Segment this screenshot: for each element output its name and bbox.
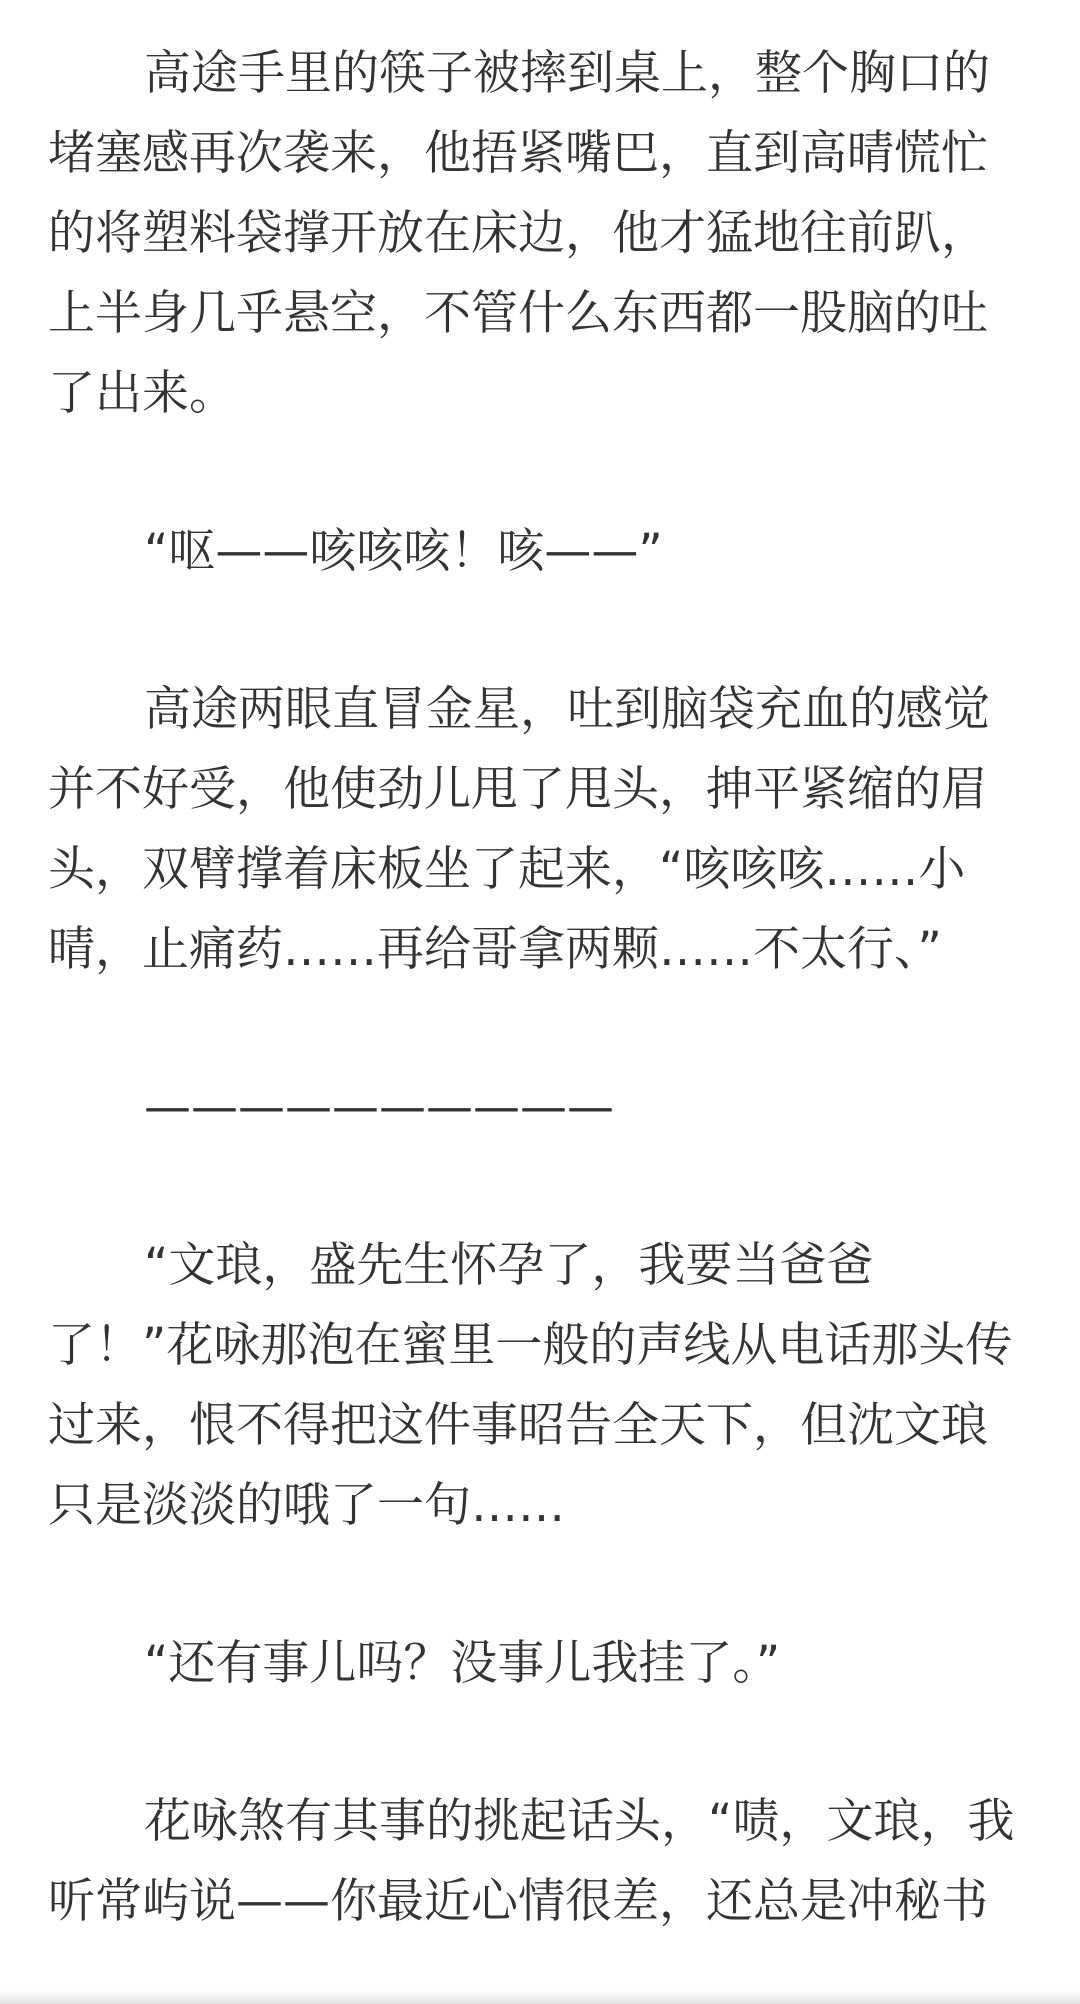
paragraph: “文琅，盛先生怀孕了，我要当爸爸了！”花咏那泡在蜜里一般的声线从电话那头传过来，恨不得把这件事昭告全天下，但沈文琅只是淡淡的哦了一句……	[48, 1238, 1013, 1533]
paragraph-gap	[0, 1148, 1080, 1226]
scene-divider: ——————————	[144, 1080, 614, 1135]
paragraph-gap	[0, 434, 1080, 512]
paragraph-dialogue: “还有事儿吗？没事儿我挂了。”	[144, 1636, 781, 1691]
paragraph: 高途手里的筷子被摔到桌上，整个胸口的堵塞感再次袭来，他捂紧嘴巴，直到高晴慌忙的将塑料袋撑开放在床边，他才猛地往前趴，上半身几乎悬空，不管什么东西都一股脑的吐了出来。	[48, 46, 990, 421]
paragraph-gap	[0, 1546, 1080, 1624]
paragraph-gap	[0, 592, 1080, 670]
paragraph-dialogue: “呕——咳咳咳！咳——”	[144, 524, 663, 579]
paragraph: 高途两眼直冒金星，吐到脑袋充血的感觉并不好受，他使劲儿甩了甩头，抻平紧缩的眉头，双臂撑着床板坐了起来，“咳咳咳……小晴，止痛药……再给哥拿两颗……不太行、”	[48, 682, 990, 977]
paragraph-gap	[0, 1704, 1080, 1782]
paragraph-gap	[0, 990, 1080, 1068]
chapter-text	[0, 34, 1080, 1942]
paragraph: 花咏煞有其事的挑起话头，“啧，文琅，我听常屿说——你最近心情很差，还总是冲秘书	[48, 1794, 1015, 1929]
bottom-edge	[0, 1990, 1080, 2004]
